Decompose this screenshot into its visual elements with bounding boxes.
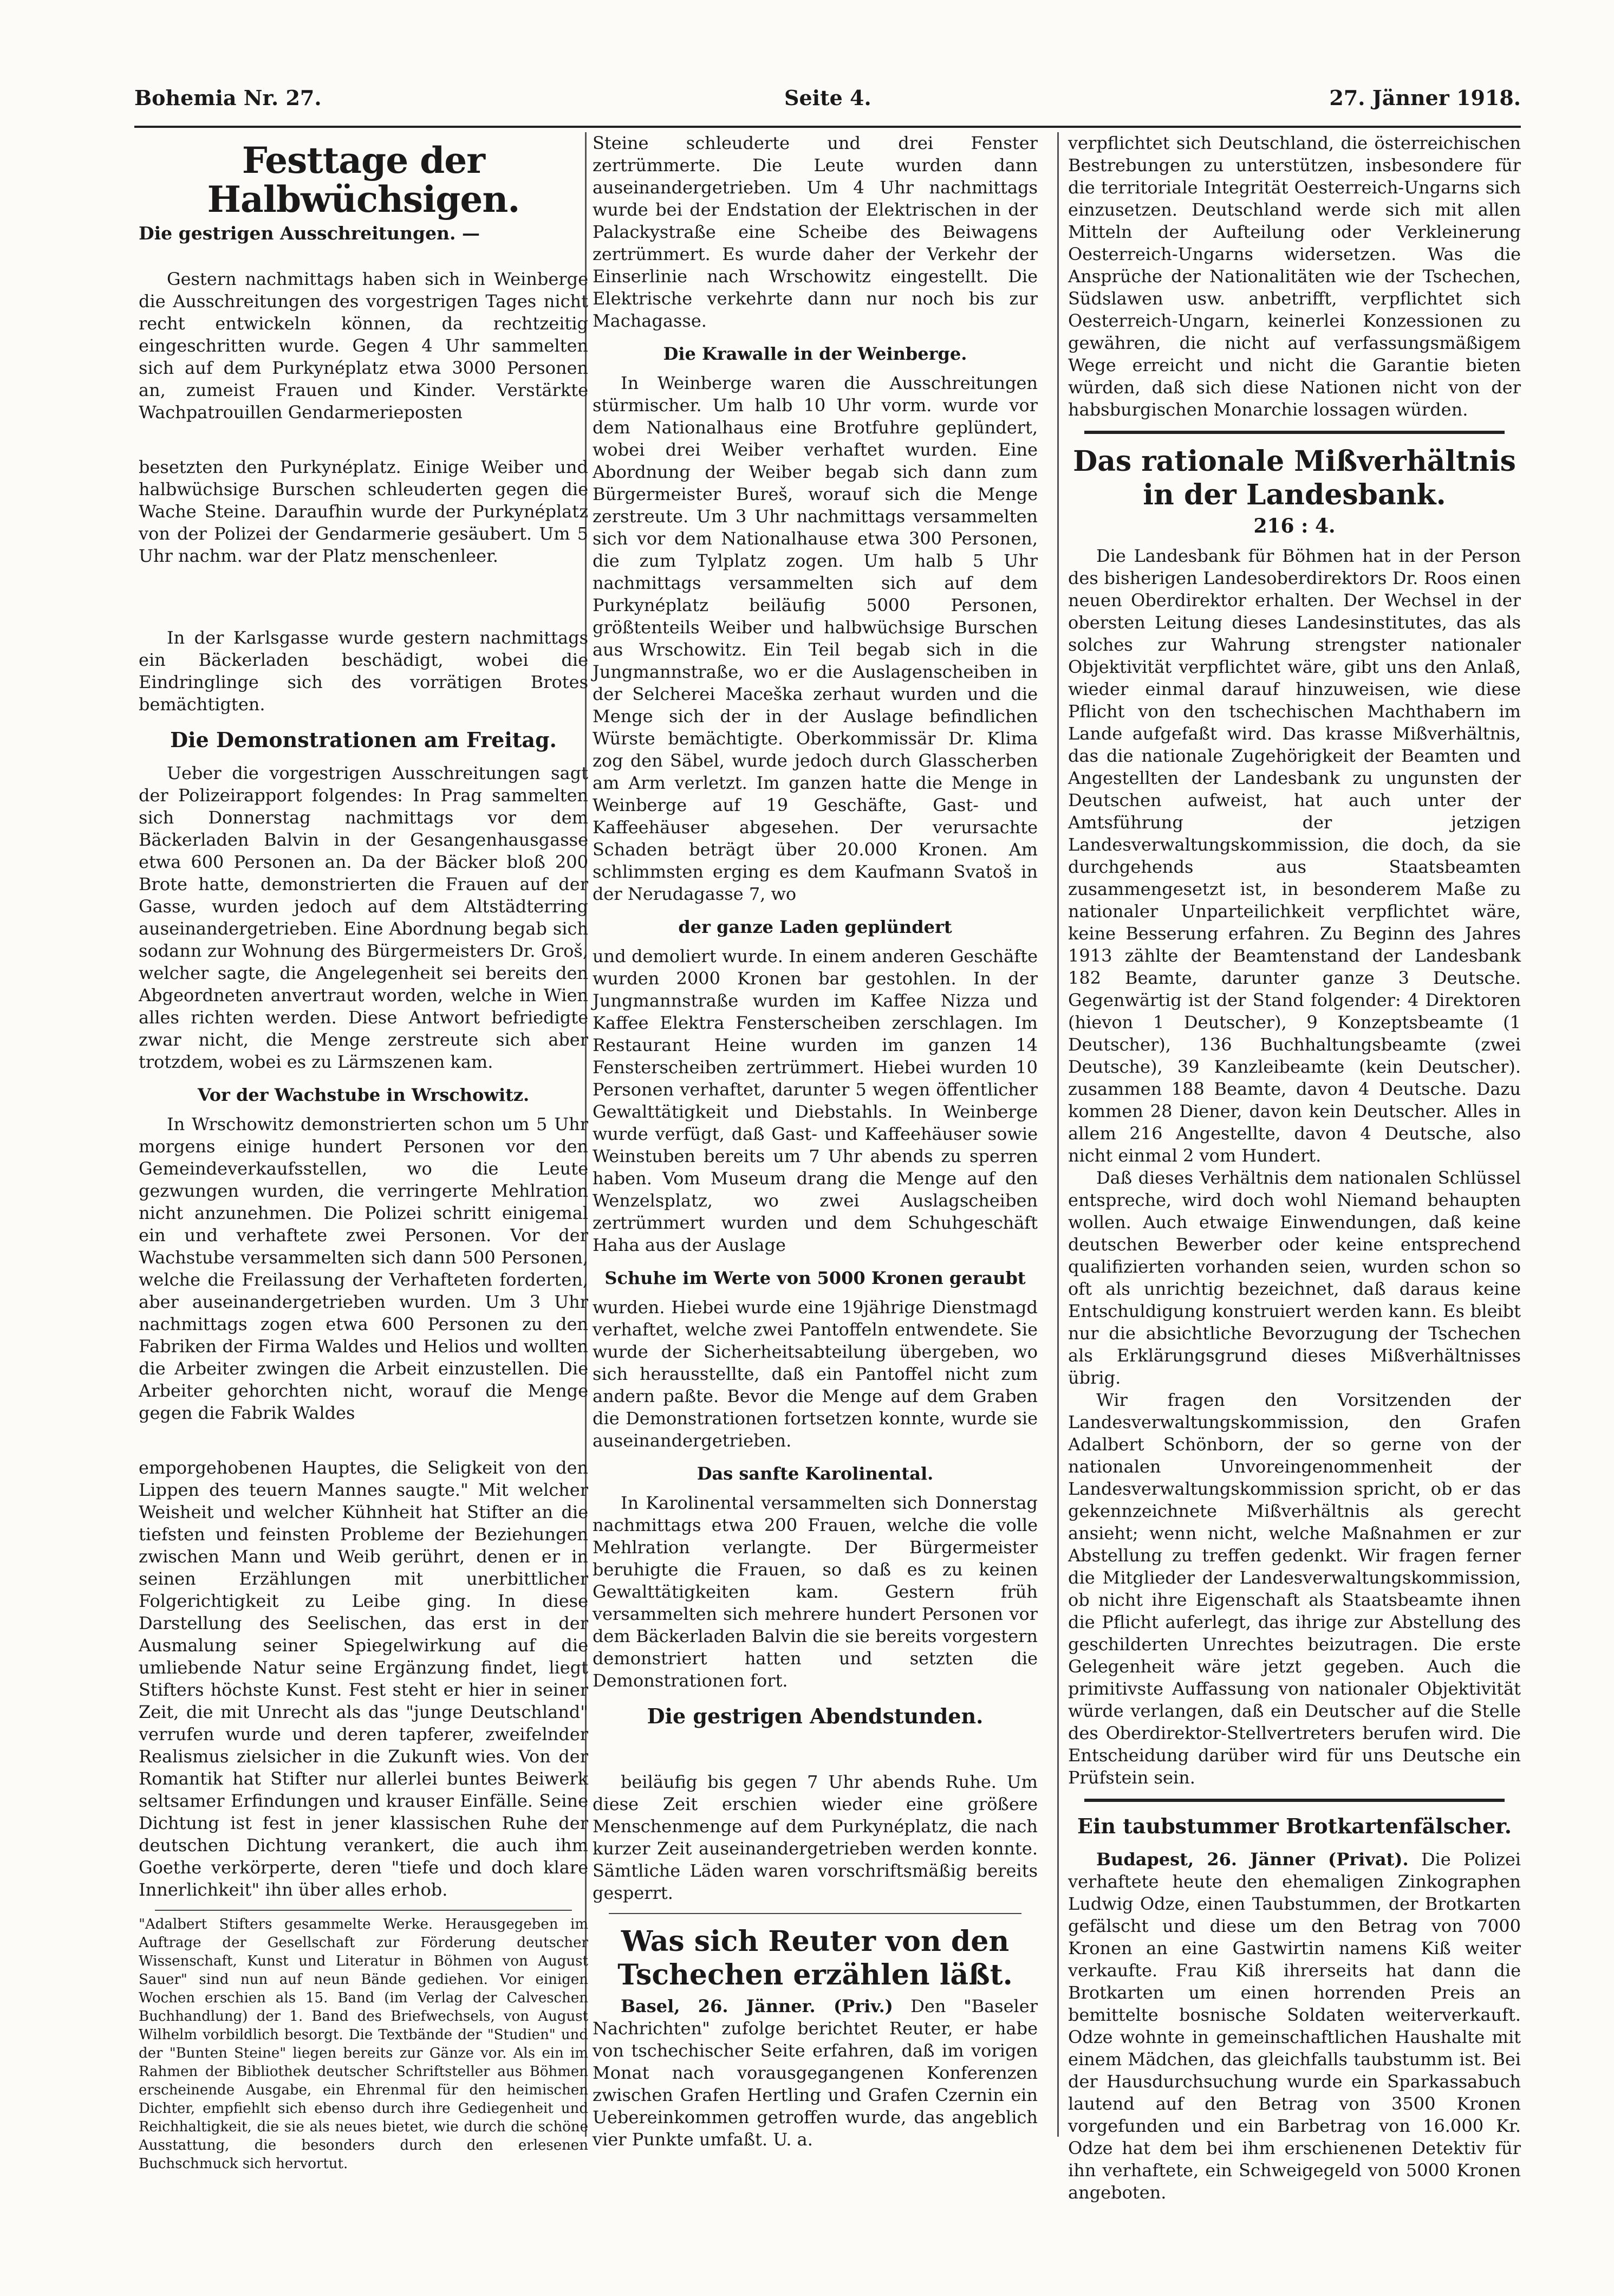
section-heading: Schuhe im Werte von 5000 Kronen geraubt bbox=[604, 1268, 1026, 1288]
divider bbox=[609, 1913, 1021, 1914]
paragraph: emporgehobenen Hauptes, die Seligkeit von den Lippen des teuern Mannes saugte." Mit welcher Weisheit und welcher Kühnheit hat Stifter an die tiefsten und feinsten Probleme der Beziehungen zwischen Mann und Weib gerührt, denen er in seinen Erzählungen mit unerbittlicher Folgerichtigkeit zu Leibe ging. In diese Darstellung des Seelischen, das erst in der Ausmalung seiner Spiegelwirkung auf die umliebende Natur seine Ergänzung findet, liegt Stifters höchste Kunst. Fest steht er hier in seiner Zeit, die mit Unrecht als das "junge Deutschland" verrufen wurde und deren tapferer, zweifelnder Realismus zielsicher in die Zukunft wies. Von der Romantik hat Stifter nur allerlei buntes Beiwerk seltsamer Erfindungen und krauser Einfälle. Seine Dichtung ist fest in jener klassischen Ruhe der deutschen Dichtung verankert, die auch ihm Goethe verkörperte, deren "tiefe und doch klare Innerlichkeit" ihn über alles erhob. bbox=[139, 1457, 588, 1900]
paragraph: Wir fragen den Vorsitzenden der Landesverwaltungskommission, den Grafen Adalbert Schönborn, der so gerne von der nationalen Unvoreingenommenheit der Landesverwaltungskommission spricht, ob er das gekennzeichnete Mißverhältnis als gerecht ansieht; wenn nicht, welche Maßnahmen er zur Abstellung zu treffen gedenkt. Wir fragen ferner die Mitglieder der Landesverwaltungskommission, ob nicht ihre Eigenschaft als Staatsbeamte ihnen die Pflicht auferlegt, das ihrige zur Abstellung des geschilderten Unrechtes beizutragen. Die erste Gelegenheit wäre jetzt gegeben. Auch die primitivste Auffassung von nationaler Objektivität würde verlangen, daß ein Deutscher auf die Stelle des Oberdirektor-Stellvertreters berufen wird. Die Entscheidung darüber wird für uns Deutsche ein Prüfstein sein. bbox=[1068, 1390, 1521, 1788]
section-heading: Vor der Wachstube in Wrschowitz. bbox=[197, 1085, 530, 1105]
publication-name: Bohemia Nr. 27. bbox=[134, 86, 322, 110]
paragraph: und demoliert wurde. In einem anderen Geschäfte wurden 2000 Kronen bar gestohlen. In der Jungmannstraße wurden im Kaffee Nizza und Kaffee Elektra Fensterscheiben zerschlagen. Im Restaurant Heine wurden im ganzen 14 Fensterscheiben zertrümmert. Hiebei wurden 10 Personen verhaftet, darunter 5 wegen öffentlicher Gewalttätigkeit und Diebstahls. In Weinberge wurde verfügt, daß Gast- und Kaffeehäuser sowie Weinstuben bereits um 7 Uhr abends zu sperren haben. Vom Museum drang die Menge auf den Wenzelsplatz, wo zwei Auslagscheiben zertrümmert wurden und dem Schuhgeschäft Haha aus der Auslage bbox=[593, 946, 1038, 1255]
paragraph-text: Den "Baseler Nachrichten" zufolge berichtet Reuter, er habe von tschechischer Seite erfahren, daß im vorigen Monat nach vorausgegangenen Konferenzen zwischen Grafen Hertling und Grafen Czernin ein Uebereinkommen getroffen wurde, das angeblich vier Punkte umfaßt. U. a. bbox=[593, 1996, 1038, 2150]
paragraph: wurden. Hiebei wurde eine 19jährige Dienstmagd verhaftet, welche zwei Pantoffeln entwendete. Sie wurde der Sicherheitsabteilung übergeben, wo sich herausstellte, daß ein Pantoffel nicht zum andern paßte. Bevor die Menge auf dem Graben die Demonstrationen fortsetzen konnte, wurde sie auseinandergetrieben. bbox=[593, 1297, 1038, 1451]
section-heading: Die Krawalle in der Weinberge. bbox=[663, 343, 967, 364]
spacer bbox=[139, 1424, 588, 1457]
section-heading: der ganze Laden geplündert bbox=[678, 917, 952, 937]
spacer bbox=[593, 1739, 1038, 1771]
paragraph-text: Die Polizei verhaftete heute den ehemaligen Zinkographen Ludwig Odze, einen Taubstummen, der Brotkarten gefälscht und diese um den Betrag von 7000 Kronen an eine Gastwirtin namens Kiß weiter verkaufte. Frau Kiß ihrerseits hat dann die Brotkarten um einen horrenden Preis an bemittelte bosnische Soldaten weiterverkauft. Odze wohnte in gemeinschaftlichen Haushalte mit einem Mädchen, das gleichfalls taubstumm ist. Bei der Hausdurchsuchung wurde ein Sparkassabuch lautend auf den Betrag von 3500 Kronen vorgefunden und ein Barbetrag von 16.000 Kr. Odze hat dem bei ihm erschienenen Detektiv für ihn verhaftete, ein Schweigegeld von 5000 Kronen angeboten. bbox=[1068, 1849, 1521, 2203]
paragraph: In Weinberge waren die Ausschreitungen stürmischer. Um halb 10 Uhr vorm. wurde vor dem Nationalhaus eine Brotfuhre geplündert, wobei drei Weiber verhaftet wurden. Eine Abordnung der Weiber begab sich dann zum Bürgermeister Bureš, worauf sich die Menge zerstreute. Um 3 Uhr nachmittags versammelten sich vor dem Nationalhause etwa 300 Personen, die zum Tylplatz zogen. Um halb 5 Uhr nachmittags versammelten sich auf dem Purkynéplatz beiläufig 5000 Personen, größtenteils Weiber und halbwüchsige Burschen aus Wrschowitz. Ein Teil begab sich in die Jungmannstraße, wo er die Auslagenscheiben in der Selcherei Maceška zerhaut wurden und die Menge sich der in der Auslage befindlichen Würste bemächtigte. Oberkommissär Dr. Klima zog den Säbel, wurde jedoch durch Glasscherben am Arm verletzt. Im ganzen hatte die Menge in Weinberge auf 19 Geschäfte, Gast- und Kaffeehäuser abgesehen. Der verursachte Schaden beträgt über 20.000 Kronen. Am schlimmsten erging es dem Kaufmann Svatoš in der Nerudagasse 7, wo bbox=[593, 373, 1038, 904]
dateline: Basel, 26. Jänner. (Priv.) bbox=[621, 1996, 893, 2016]
column-rule bbox=[1057, 132, 1059, 2137]
paragraph: Gestern nachmittags haben sich in Weinberge die Ausschreitungen des vorgestrigen Tages nicht recht entwickeln können, da rechtzeitig eingeschritten wurde. Gegen 4 Uhr sammelten sich auf dem Purkynéplatz etwa 3000 Personen an, zumeist Frauen und Kinder. Verstärkte Wachpatrouillen Gendarmerieposten bbox=[139, 269, 588, 423]
spacer bbox=[139, 567, 588, 627]
divider bbox=[155, 1910, 572, 1911]
paragraph: In Wrschowitz demonstrierten schon um 5 Uhr morgens einige hundert Personen vor den Gemeindeverkaufsstellen, wo die Leute gezwungen wurden, die verringerte Mehlration nicht anzunehmen. Die Polizei schritt einigemal ein und verhaftete zwei Personen. Vor der Wachstube versammelten sich dann 500 Personen, welche die Freilassung der Verhafteten forderten, aber auseinandergetrieben wurden. Um 3 Uhr nachmittags zogen etwa 600 Personen zu den Fabriken der Firma Waldes und Helios und wollten die Arbeiter zwingen die Arbeit einzustellen. Die Arbeiter gehorchten nicht, worauf die Menge gegen die Fabrik Waldes bbox=[139, 1114, 588, 1423]
paragraph: In der Karlsgasse wurde gestern nachmittags ein Bäckerladen beschädigt, wobei die Eindringlinge sich des vorrätigen Brotes bemächtigten. bbox=[139, 627, 588, 715]
dateline: Budapest, 26. Jänner (Privat). bbox=[1096, 1849, 1409, 1870]
paragraph: Die Landesbank für Böhmen hat in der Person des bisherigen Landesoberdirektors Dr. Roos einen neuen Oberdirektor erhalten. Der Wechsel in der obersten Leitung dieses Landesinstitutes, das als solches zur Wahrung strengster nationaler Objektivität verpflichtet wäre, gibt uns den Anlaß, wieder einmal darauf hinzuweisen, wie diese Pflicht von den tschechischen Machthabern im Lande aufgefaßt wird. Das krasse Mißverhältnis, das die nationale Zugehörigkeit der Beamten und Angestellten der Landesbank zu ungunsten der Deutschen aufweist, hat auch unter der Amtsführung der jetzigen Landesverwaltungskommission, die doch, da sie durchgehends aus Staatsbeamten zusammengesetzt ist, in besonderem Maße zu nationaler Unparteilichkeit verpflichtet wäre, keine Besserung erfahren. Zu Beginn des Jahres 1913 zählte der Beamtenstand der Landesbank 182 Beamte, darunter ganze 3 Deutsche. Gegenwärtig ist der Stand folgender: 4 Direktoren (hievon 1 Deutscher), 9 Konzeptsbeamte (1 Deutscher), 136 Buchhaltungsbeamte (zwei Deutsche), 39 Kanzleibeamte (kein Deutscher). zusammen 188 Beamte, davon 4 Deutsche. Dazu kommen 28 Diener, davon kein Deutscher. Alles in allem 216 Angestellte, davon 4 Deutsche, also nicht einmal 2 vom Hundert. bbox=[1068, 546, 1521, 1166]
article-title: Festtage der Halbwüchsigen. bbox=[207, 139, 520, 220]
ratio-subtitle: 216 : 4. bbox=[1253, 515, 1336, 537]
divider bbox=[1084, 1799, 1505, 1802]
paragraph: beiläufig bis gegen 7 Uhr abends Ruhe. Um diese Zeit erschien wieder eine größere Menschenmenge auf dem Purkynéplatz, die nach kurzer Zeit auseinandergetrieben werden konnte. Sämtliche Läden waren vorschriftsmäßig bereits gesperrt. bbox=[593, 1772, 1038, 1903]
paragraph: verpflichtet sich Deutschland, die österreichischen Bestrebungen zu unterstützen, insbesondere für die territoriale Integrität Oesterreich-Ungarns sich einzusetzen. Deutschland werde sich mit allen Mitteln der Aufteilung oder Verkleinerung Oesterreich-Ungarns widersetzen. Was die Ansprüche der Nationalitäten wie der Tschechen, Südslawen usw. anbetrifft, verpflichtet sich Oesterreich-Ungarn, keinerlei Konzessionen zu gewähren, die nicht auf verfassungsmäßigem Wege erreicht und nicht die Garantie bieten würden, daß sich diese Nationen nicht von der habsburgischen Monarchie lossagen würden. bbox=[1068, 133, 1521, 420]
divider bbox=[1084, 431, 1505, 434]
paragraph: besetzten den Purkynéplatz. Einige Weiber und halbwüchsige Burschen schleuderten gegen die Wache Steine. Daraufhin wurde der Purkynéplatz von der Polizei der Gendarmerie gesäubert. Um 5 Uhr nachm. war der Platz menschenleer. bbox=[139, 457, 588, 566]
paragraph: Daß dieses Verhältnis dem nationalen Schlüssel entspreche, wird doch wohl Niemand behaupten wollen. Auch etwaige Einwendungen, daß keine deutschen Bewerber oder keine entsprechend qualifizierten vorhanden seien, wurden schon so oft als unrichtig bezeichnet, daß daraus keine Entschuldigung konstruiert werden kann. Es bleibt nur die absichtliche Bevorzugung der Tschechen als Erklärungsgrund dieses Mißverhältnisses übrig. bbox=[1068, 1168, 1521, 1388]
page-header bbox=[134, 80, 1521, 124]
paragraph: Ueber die vorgestrigen Ausschreitungen sagt der Polizeirapport folgendes: In Prag sammelten sich Donnerstag nachmittags vor dem Bäckerladen Balvin in der Gesangenhausgasse etwa 600 Personen an. Da der Bäcker bloß 200 Brote hatte, demonstrierten die Frauen auf der Gasse, wurden jedoch auf dem Altstädterring auseinandergetrieben. Eine Abordnung begab sich sodann zur Wohnung des Bürgermeisters Dr. Groš, welcher sagte, die Angelegenheit sei bereits den Abgeordneten anvertraut worden, welche in Wien alles richten werden. Diese Antwort befriedigte zwar nicht, die Menge zerstreute sich aber trotzdem, wobei es zu Lärmszenen kam. bbox=[139, 763, 588, 1072]
paragraph: In Karolinental versammelten sich Donnerstag nachmittags etwa 200 Frauen, welche die volle Mehlration verlangte. Der Bürgermeister beruhigte die Frauen, so daß es zu keinen Gewalttätigkeiten kam. Gestern früh versammelten sich mehrere hundert Personen vor dem Bäckerladen Balvin die sie bereits vorgestern demonstriert hatten und setzten die Demonstrationen fort. bbox=[593, 1493, 1038, 1691]
article-kicker: Die gestrigen Ausschreitungen. — bbox=[139, 223, 480, 244]
article-title: Das rationale Mißverhältnis in der Landesbank. bbox=[1073, 445, 1516, 511]
spacer bbox=[139, 424, 588, 456]
page-number: Seite 4. bbox=[784, 86, 871, 110]
section-heading: Die gestrigen Abendstunden. bbox=[647, 1704, 984, 1728]
column-1 bbox=[139, 132, 588, 2172]
column-3 bbox=[1068, 132, 1521, 2203]
footnote: "Adalbert Stifters gesammelte Werke. Herausgegeben im Auftrage der Gesellschaft zur Förderung deutscher Wissenschaft, Kunst und Literatur in Böhmen von August Sauer" sind nun auf neun Bände gediehen. Vor einigen Wochen erschien als 15. Band (im Verlag der Calveschen Buchhandlung) der 1. Band des Briefwechsels, von August Wilhelm vorbildlich besorgt. Die Textbände der "Studien" und der "Bunten Steine" liegen bereits zur Gänze vor. Als ein im Rahmen der Bibliothek deutscher Schriftsteller aus Böhmen erscheinende Ausgabe, ein Ehrenmal für den heimischen Dichter, empfiehlt sich ebenso durch ihre Gediegenheit und Reichhaltigkeit, die sie als neues bietet, wie durch die schöne Ausstattung, die besonders durch den erlesenen Buchschmuck sich hervortut. bbox=[139, 1916, 588, 2172]
section-heading: Die Demonstrationen am Freitag. bbox=[170, 728, 557, 752]
column-2 bbox=[593, 132, 1038, 2150]
section-heading: Ein taubstummer Brotkartenfälscher. bbox=[1077, 1814, 1512, 1838]
article-title: Was sich Reuter von den Tschechen erzählen läßt. bbox=[617, 1925, 1013, 1992]
section-heading: Das sanfte Karolinental. bbox=[697, 1463, 934, 1484]
header-rule bbox=[134, 126, 1521, 128]
paragraph: Steine schleuderte und drei Fenster zertrümmerte. Die Leute wurden dann auseinandergetrieben. Um 4 Uhr nachmittags wurde bei der Endstation der Elektrischen in der Palackystraße eine Scheibe des Beiwagens zertrümmert. Es wurde daher der Verkehr der Einserlinie nach Wrschowitz eingestellt. Die Elektrische verkehrte dann nur noch bis zur Machagasse. bbox=[593, 133, 1038, 331]
issue-date: 27. Jänner 1918. bbox=[1329, 86, 1521, 110]
